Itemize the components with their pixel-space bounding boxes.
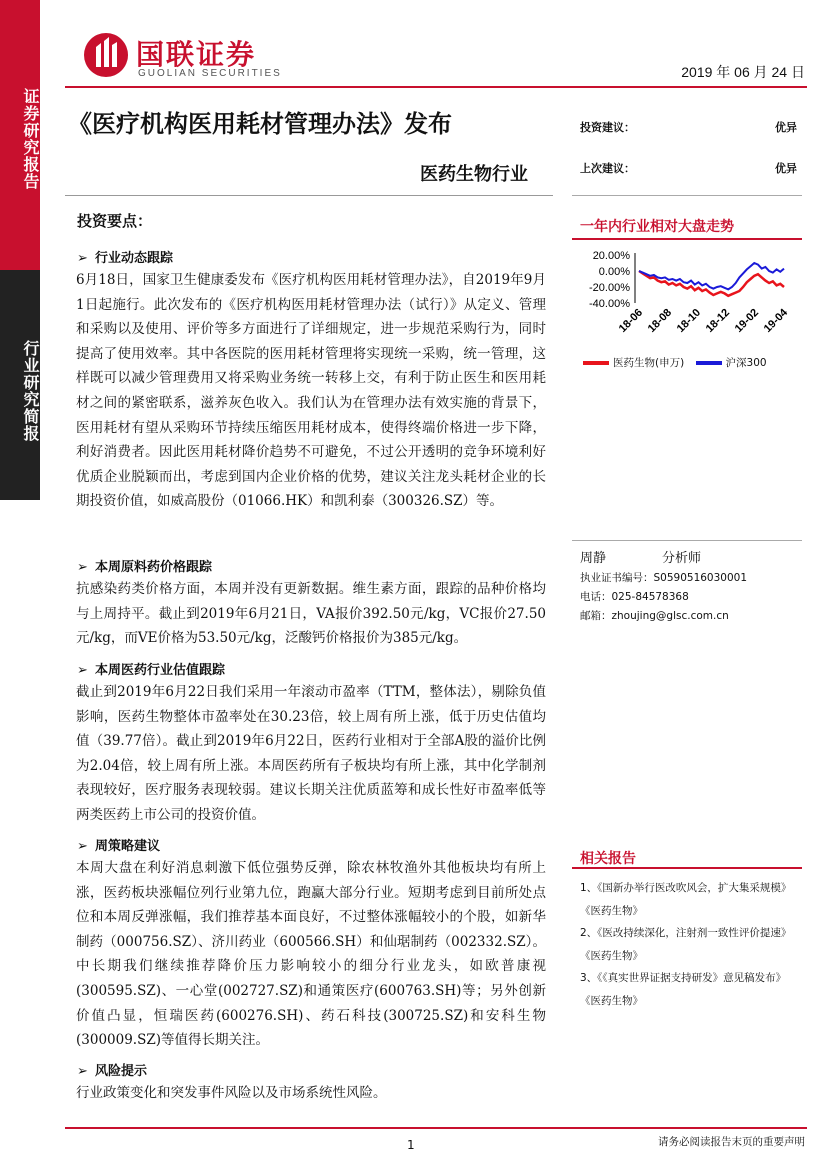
chart-title-underline (572, 238, 802, 240)
analyst-phone: 电话：025-84578368 (580, 591, 689, 603)
section-heading: ➢ 周策略建议 (77, 839, 161, 854)
invest-label: 投资建议： (580, 121, 635, 134)
section-heading: ➢ 本周医药行业估值跟踪 (77, 663, 226, 678)
y-tick-label: 20.00% (592, 250, 630, 262)
x-tick-label: 18-08 (645, 306, 675, 336)
related-list (580, 877, 805, 1012)
x-tick-label: 18-10 (674, 306, 704, 336)
analyst-role: 分析师 (662, 551, 702, 566)
rating-divider (572, 195, 802, 196)
prev-value: 优异 (775, 162, 797, 175)
analyst-divider (572, 540, 802, 541)
chart-title: 一年内行业相对大盘走势 (580, 219, 734, 235)
related-item[interactable]: 1、《国新办举行医改吹风会，扩大集采规模》 (580, 882, 792, 894)
legend-item-hs300: 沪深300 (696, 357, 767, 369)
section-heading: ➢ 本周原料药价格跟踪 (77, 560, 213, 575)
page-number: 1 (407, 1138, 415, 1152)
chevron-right-icon: ➢ (77, 1064, 88, 1079)
analyst-cert: 执业证书编号：S0590516030001 (580, 572, 748, 584)
footer-divider (65, 1127, 807, 1129)
chart-legend (583, 355, 767, 370)
related-item: 《医药生物》 (580, 904, 643, 917)
side-label-mid: 行业研究简报 (21, 340, 40, 442)
report-date: 2019 年 06 月 24 日 (681, 64, 805, 80)
section-body: 6月18日，国家卫生健康委发布《医疗机构医用耗材管理办法》，自2019年9月1日起施行。此次发布的《医疗机构医用耗材管理办法（试行）》从定义、管理和采购以及使用、评价等多方面进行了详细规定，进一步规范采购行为，同时提高了使用效率。其中各医院的医用耗材管理将实现统一采购，统一管理，这样既可以减少管理费用又将采购业务统一转移上交，有利于防止医生和医用耗材之间的紧密联系，滋养灰色收入。我们认为在管理办法有效实施的背景下，医用耗材有望从采购环节持续压缩医用耗材成本，使得终端价格进一步下降，利好消费者。因此医用耗材降价趋势不可避免，不过公开透明的竞争环境利好优质企业脱颖而出，考虑到国内企业价格的优势，建议关注龙头耗材企业的长期投资价值，如威高股份（01066.HK）和凯利泰（300326.SZ）等。 (76, 272, 546, 510)
section-body: 截止到2019年6月22日我们采用一年滚动市盈率（TTM，整体法），剔除负值影响，医药生物整体市盈率处在30.23倍，较上周有所上涨，低于历史估值均值（39.77倍）。截止到2019年6月22日，医药行业相对于全部A股的溢价比例为2.04倍，较上周有所上涨。本周医药所有子板块均有所上涨，其中化学制剂表现较好，医疗服务表现较弱。建议长期关注优质蓝筹和成长性好市盈率低等两类医药上市公司的投资价值。 (76, 684, 546, 823)
analyst-email[interactable]: 邮箱：zhoujing@glsc.com.cn (580, 610, 729, 622)
footer-disclaimer: 请务必阅读报告末页的重要声明 (658, 1136, 805, 1148)
legend-item-pharma: 医药生物(申万) (583, 357, 684, 369)
series-line-1 (639, 263, 784, 289)
related-item[interactable]: 3、《《真实世界证据支持研发》意见稿发布》 (580, 972, 787, 984)
related-item: 《医药生物》 (580, 994, 643, 1007)
header-divider (65, 86, 807, 88)
x-tick-label: 18-12 (703, 306, 733, 336)
x-tick-label: 19-04 (761, 306, 791, 336)
related-underline (572, 867, 802, 869)
title-divider (65, 195, 553, 196)
chevron-right-icon: ➢ (77, 839, 88, 854)
prev-label: 上次建议： (580, 162, 635, 175)
related-item: 《医药生物》 (580, 949, 643, 962)
x-tick-label: 19-02 (732, 306, 762, 336)
section-body: 行业政策变化和突发事件风险以及市场系统性风险。 (76, 1085, 387, 1101)
chevron-right-icon: ➢ (77, 560, 88, 575)
chevron-right-icon: ➢ (77, 663, 88, 678)
y-tick-label: -20.00% (589, 282, 630, 294)
section-heading: ➢ 风险提示 (77, 1064, 148, 1079)
y-tick-label: 0.00% (598, 266, 630, 278)
key-points-heading: 投资要点： (77, 212, 153, 230)
invest-value: 优异 (775, 121, 797, 134)
brand-logo-icon (84, 33, 128, 77)
section-body: 抗感染药类价格方面，本周并没有更新数据。维生素方面，跟踪的品种价格均与上周持平。截止到2019年6月21日，VA报价392.50元/kg，VC报价27.50元/kg，而VE价格为53.50元/kg，泛酸钙价格报价为385元/kg。 (76, 581, 546, 647)
report-subtitle: 医药生物行业 (420, 164, 528, 185)
section-heading: ➢ 行业动态跟踪 (77, 251, 174, 266)
series-line-0 (639, 271, 784, 296)
x-tick-label: 18-06 (616, 306, 646, 336)
brand-name: 国联证券 (136, 38, 257, 71)
y-tick-label: -40.00% (589, 298, 630, 310)
side-label-top: 证券研究报告 (21, 88, 40, 190)
brand-name-en: GUOLIAN SECURITIES (138, 68, 282, 79)
related-item[interactable]: 2、《医改持续深化，注射剂一致性评价提速》 (580, 927, 792, 939)
chevron-right-icon: ➢ (77, 251, 88, 266)
trend-chart (572, 245, 802, 355)
section-body: 本周大盘在利好消息刺激下低位强势反弹，除农林牧渔外其他板块均有所上涨，医药板块涨幅位列行业第九位，跑赢大部分行业。短期考虑到目前所处点位和本周反弹涨幅，我们推荐基本面良好，不过整体涨幅较小的个股，如新华制药（000756.SZ）、济川药业（600566.SH）和仙琚制药（002332.SZ）。中长期我们继续推荐降价压力影响较小的细分行业龙头，如欧普康视(300595.SZ)、一心堂(002727.SZ)和通策医疗(600763.SH)等；另外创新价值凸显，恒瑞医药(600276.SH)、药石科技(300725.SZ)和安科生物(300009.SZ)等值得长期关注。 (76, 860, 546, 1049)
analyst-name: 周静 (580, 551, 607, 566)
report-title: 《医疗机构医用耗材管理办法》发布 (68, 109, 452, 138)
related-title: 相关报告 (580, 851, 636, 867)
